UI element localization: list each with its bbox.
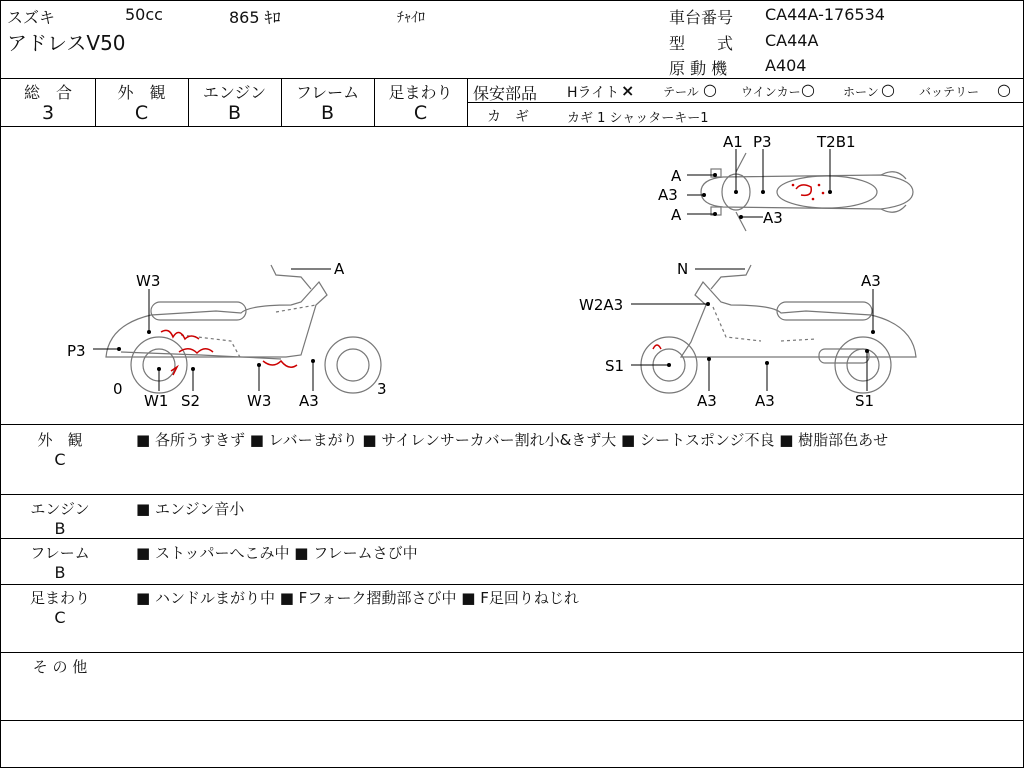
diagram-label: P3: [67, 342, 86, 360]
divider: [1, 720, 1023, 721]
divider: [1, 652, 1023, 653]
grade-label-frame: フレーム: [295, 83, 360, 102]
note-grade-engine: B: [54, 519, 66, 538]
damage-mark: [796, 185, 811, 195]
mileage: 865 ｷﾛ: [229, 8, 281, 27]
diagram-label: T2B1: [817, 133, 856, 151]
divider: [1, 584, 1023, 585]
diagram-label: A3: [861, 272, 881, 290]
divider: [467, 102, 1023, 103]
diagram-label: P3: [753, 133, 772, 151]
note-title-other: そ の 他: [32, 658, 88, 676]
scooter-diagram: [1, 127, 1023, 424]
diagram-label: 3: [377, 380, 387, 398]
diagram-label: N: [677, 260, 689, 278]
diagram-label: 0: [113, 380, 123, 398]
maker: スズキ: [7, 8, 56, 27]
diagram-label: S1: [605, 357, 625, 375]
grade-label-engine: エンジン: [202, 83, 267, 102]
diagram-label: W3: [136, 272, 161, 290]
note-grade-frame: B: [54, 563, 66, 582]
grade-value-engine: B: [227, 102, 242, 124]
note-text-suspension: ■ ハンドルまがり中 ■ Fフォーク摺動部さび中 ■ F足回りねじれ: [136, 589, 579, 607]
damage-mark: [653, 345, 661, 349]
diagram-label: A3: [755, 392, 775, 410]
diagram-label: W1: [144, 392, 169, 410]
type-label: 型 式: [669, 34, 734, 53]
diagram-label: A: [671, 167, 682, 185]
diagram-label: S2: [181, 392, 201, 410]
note-grade-exterior: C: [54, 450, 66, 469]
diagram-label: A3: [299, 392, 319, 410]
diagram-label: A3: [763, 209, 783, 227]
diagram-label: S1: [855, 392, 875, 410]
safety-mark-winker: ○: [801, 80, 815, 99]
note-title-engine: エンジン: [30, 500, 90, 518]
damage-mark: [263, 361, 297, 367]
divider: [1, 538, 1023, 539]
engine-value: A404: [765, 56, 807, 75]
safety-mark-headlight: ×: [621, 81, 635, 100]
left-view-leaders: [93, 269, 331, 391]
safety-title: 保安部品: [473, 84, 538, 103]
note-title-suspension: 足まわり: [29, 589, 90, 607]
diagram-label: W3: [247, 392, 272, 410]
safety-item-label: ホーン: [843, 85, 879, 99]
diagram-label: A3: [697, 392, 717, 410]
divider: [1, 424, 1023, 425]
engine-label: 原 動 機: [669, 59, 728, 78]
frame-number-label: 車台番号: [669, 8, 734, 27]
note-text-engine: ■ エンジン音小: [136, 500, 245, 518]
safety-mark-tail: ○: [703, 80, 717, 99]
safety-item-label: Hライト: [567, 85, 620, 101]
grade-label-overall: 総 合: [23, 83, 72, 102]
safety-mark-battery: ○: [997, 80, 1011, 99]
note-grade-suspension: C: [54, 608, 66, 627]
grade-label-suspension: 足まわり: [388, 83, 453, 102]
note-text-frame: ■ ストッパーへこみ中 ■ フレームさび中: [136, 544, 418, 562]
model-name: アドレスV50: [7, 31, 126, 55]
note-title-frame: フレーム: [30, 544, 90, 562]
note-title-exterior: 外 観: [37, 431, 83, 449]
grade-value-frame: B: [320, 102, 335, 124]
grade-value-overall: 3: [41, 102, 55, 124]
frame-number-value: CA44A-176534: [765, 5, 885, 24]
safety-item-label: バッテリー: [919, 85, 980, 99]
note-text-exterior: ■ 各所うすきず ■ レバーまがり ■ サイレンサーカバー割れ小&きず大 ■ シートスポンジ不良 ■ 樹脂部色あせ: [136, 431, 889, 449]
type-value: CA44A: [765, 31, 819, 50]
divider: [1, 494, 1023, 495]
grade-value-exterior: C: [134, 102, 149, 124]
diagram-label: A1: [723, 133, 743, 151]
diagram-label: A: [671, 206, 682, 224]
divider: [1, 78, 1023, 79]
color: ﾁｬｲﾛ: [397, 10, 425, 26]
safety-item-label: テール: [663, 85, 699, 99]
displacement: 50cc: [125, 5, 163, 24]
diagram-label: A3: [658, 186, 678, 204]
grade-label-exterior: 外 観: [117, 83, 166, 102]
top-view-scooter: [701, 153, 913, 231]
safety-mark-horn: ○: [881, 80, 895, 99]
key-label: カ ギ: [487, 109, 529, 125]
diagram-label: W2A3: [579, 296, 624, 314]
safety-item-label: ウインカー: [741, 85, 801, 99]
diagram-label: A: [334, 260, 345, 278]
key-value: カギ 1 シャッターキー1: [567, 111, 709, 126]
grade-value-suspension: C: [413, 102, 428, 124]
